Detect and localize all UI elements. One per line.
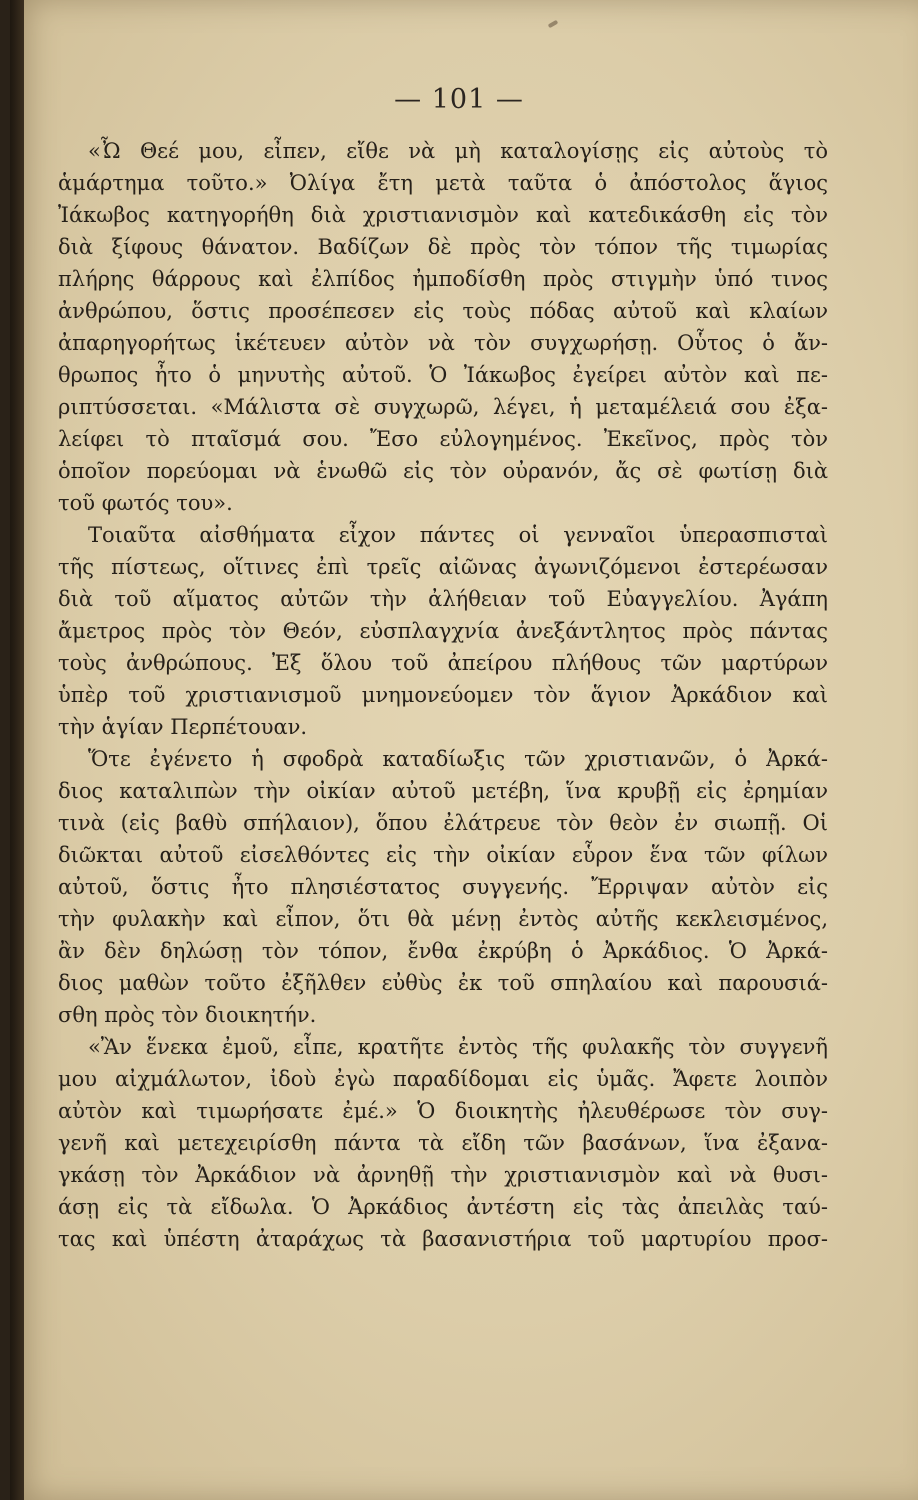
book-gutter xyxy=(10,0,24,1500)
text-line: σθη πρὸς τὸν διοικητήν. xyxy=(58,1003,317,1027)
text-line: τῆς πίστεως, οἵτινες ἐπὶ τρεῖς αἰῶνας ἀγωνιζόμενοι ἐστερέωσαν xyxy=(58,555,828,579)
text-line: αὐτὸν καὶ τιμωρήσατε ἐμέ.» Ὁ διοικητὴς ἠλευθέρωσε τὸν συγ- xyxy=(58,1099,828,1123)
body-text xyxy=(58,135,828,1255)
text-line: διος μαθὼν τοῦτο ἐξῆλθεν εὐθὺς ἐκ τοῦ σπηλαίου καὶ παρουσιά- xyxy=(58,971,828,995)
text-line: ἄμετρος πρὸς τὸν Θεόν, εὐσπλαγχνία ἀνεξάντλητος πρὸς πάντας xyxy=(58,619,828,643)
text-line: Ὅτε ἐγένετο ἡ σφοδρὰ καταδίωξις τῶν χριστιανῶν, ὁ Ἀρκά- xyxy=(88,747,828,771)
text-line: τοὺς ἀνθρώπους. Ἐξ ὅλου τοῦ ἀπείρου πλήθους τῶν μαρτύρων xyxy=(58,651,828,675)
text-line: ἁμάρτημα τοῦτο.» Ὀλίγα ἔτη μετὰ ταῦτα ὁ ἀπόστολος ἅγιος xyxy=(58,171,828,195)
text-line: διος καταλιπὼν τὴν οἰκίαν αὐτοῦ μετέβη, ἵνα κρυβῇ εἰς ἐρημίαν xyxy=(58,779,828,803)
ink-mark xyxy=(548,20,559,28)
text-line: διὰ τοῦ αἵματος αὐτῶν τὴν ἀλήθειαν τοῦ Εὐαγγελίου. Ἀγάπη xyxy=(58,587,828,611)
page-number: — 101 — xyxy=(394,84,524,115)
text-line: «Ὦ Θεέ μου, εἶπεν, εἴθε νὰ μὴ καταλογίσῃς εἰς αὐτοὺς τὸ xyxy=(88,139,828,163)
text-line: ὑπὲρ τοῦ χριστιανισμοῦ μνημονεύομεν τὸν ἅγιον Ἀρκάδιον καὶ xyxy=(58,683,828,707)
text-line: Ἰάκωβος κατηγορήθη διὰ χριστιανισμὸν καὶ κατεδικάσθη εἰς τὸν xyxy=(58,203,828,227)
text-line: ριπτύσσεται. «Μάλιστα σὲ συγχωρῶ, λέγει, ἡ μεταμέλειά σου ἐξα- xyxy=(58,395,828,419)
text-line: θρωπος ἦτο ὁ μηνυτὴς αὐτοῦ. Ὁ Ἰάκωβος ἐγείρει αὐτὸν καὶ πε- xyxy=(58,363,828,387)
text-line: αὐτοῦ, ὅστις ἦτο πλησιέστατος συγγενής. Ἔρριψαν αὐτὸν εἰς xyxy=(58,875,828,899)
text-line: άσῃ εἰς τὰ εἴδωλα. Ὁ Ἀρκάδιος ἀντέστη εἰς τὰς ἀπειλὰς ταύ- xyxy=(58,1195,828,1219)
text-line: τὴν ἁγίαν Περπέτουαν. xyxy=(58,715,308,739)
text-line: ὁποῖον πορεύομαι νὰ ἑνωθῶ εἰς τὸν οὐρανόν, ἄς σὲ φωτίσῃ διὰ xyxy=(58,459,828,483)
text-line: γενῆ καὶ μετεχειρίσθη πάντα τὰ εἴδη τῶν βασάνων, ἵνα ἐξανα- xyxy=(58,1131,828,1155)
text-line: διὰ ξίφους θάνατον. Βαδίζων δὲ πρὸς τὸν τόπον τῆς τιμωρίας xyxy=(58,235,828,259)
text-line: διῶκται αὐτοῦ εἰσελθόντες εἰς τὴν οἰκίαν εὗρον ἕνα τῶν φίλων xyxy=(58,843,828,867)
text-line: τας καὶ ὑπέστη ἀταράχως τὰ βασανιστήρια τοῦ μαρτυρίου προσ- xyxy=(58,1227,828,1251)
text-line: ἀνθρώπου, ὅστις προσέπεσεν εἰς τοὺς πόδας αὐτοῦ καὶ κλαίων xyxy=(58,299,828,323)
text-line: Τοιαῦτα αἰσθήματα εἶχον πάντες οἱ γενναῖοι ὑπερασπισταὶ xyxy=(88,523,828,547)
text-line: τὴν φυλακὴν καὶ εἶπον, ὅτι θὰ μένῃ ἐντὸς αὐτῆς κεκλεισμένος, xyxy=(58,907,828,931)
text-line: πλήρης θάρρους καὶ ἐλπίδος ἠμποδίσθη πρὸς στιγμὴν ὑπό τινος xyxy=(58,267,828,291)
text-line: γκάσῃ τὸν Ἀρκάδιον νὰ ἀρνηθῇ τὴν χριστιανισμὸν καὶ νὰ θυσι- xyxy=(58,1163,828,1187)
text-line: «Ἂν ἕνεκα ἐμοῦ, εἶπε, κρατῆτε ἐντὸς τῆς φυλακῆς τὸν συγγενῆ xyxy=(88,1035,828,1059)
text-line: ἂν δὲν δηλώσῃ τὸν τόπον, ἔνθα ἐκρύβη ὁ Ἀρκάδιος. Ὁ Ἀρκά- xyxy=(58,939,828,963)
text-line: τινὰ (εἰς βαθὺ σπήλαιον), ὅπου ἐλάτρευε τὸν θεὸν ἐν σιωπῇ. Οἱ xyxy=(58,811,828,835)
text-line: λείφει τὸ πταῖσμά σου. Ἔσο εὐλογημένος. Ἐκεῖνος, πρὸς τὸν xyxy=(58,427,828,451)
text-line: ἀπαρηγορήτως ἱκέτευεν αὐτὸν νὰ τὸν συγχωρήσῃ. Οὗτος ὁ ἄν- xyxy=(58,331,828,355)
text-line: τοῦ φωτός του». xyxy=(58,491,233,515)
text-line: μου αἰχμάλωτον, ἰδοὺ ἐγὼ παραδίδομαι εἰς ὑμᾶς. Ἄφετε λοιπὸν xyxy=(58,1067,828,1091)
